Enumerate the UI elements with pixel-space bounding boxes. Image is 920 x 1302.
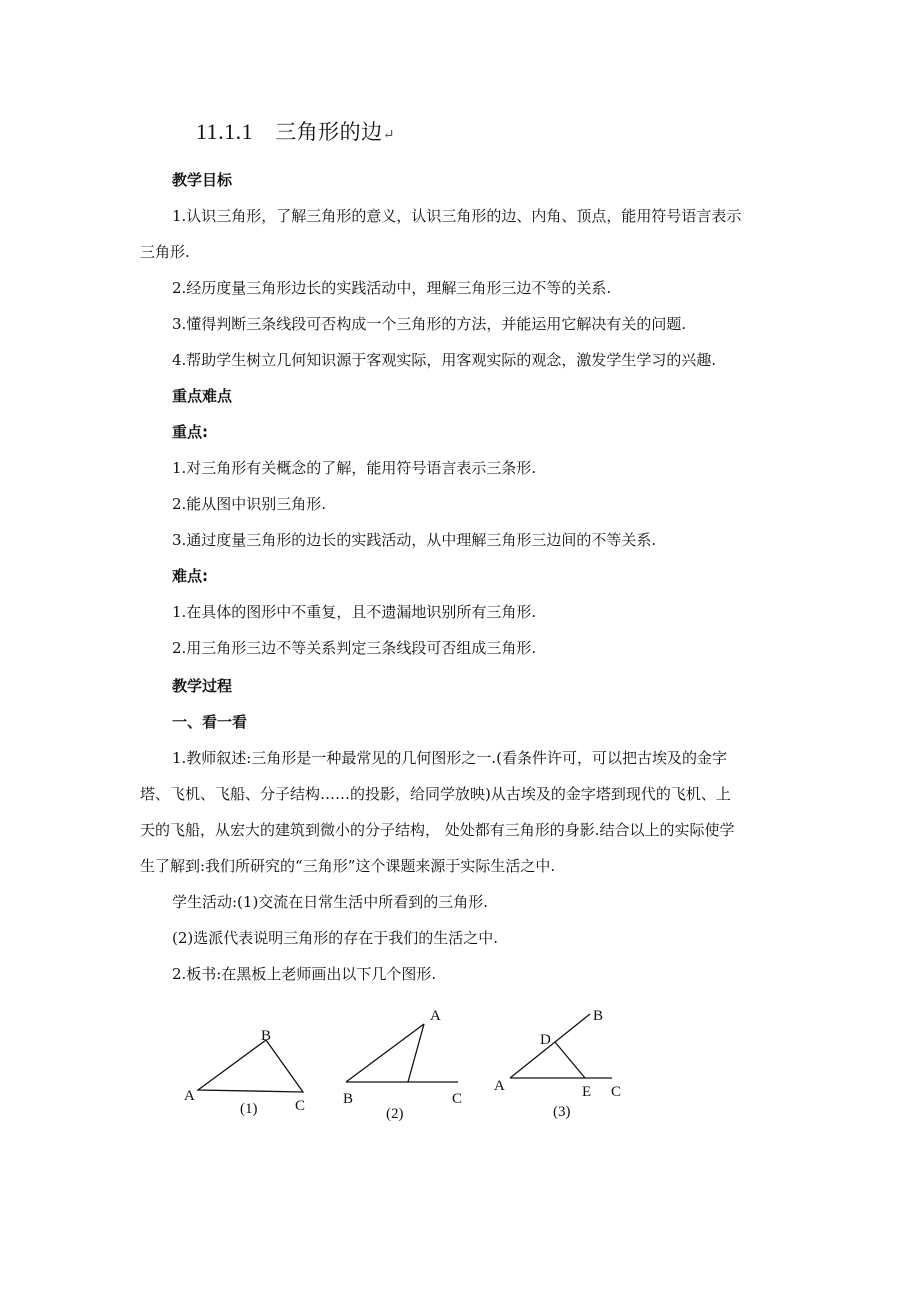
- figure-1-label-a: A: [184, 1088, 195, 1104]
- figure-2-side-a: [408, 1024, 424, 1082]
- goal-2: 2.经历度量三角形边长的实践活动中，理解三角形三边不等的关系.: [172, 279, 612, 297]
- paragraph-mark-icon: ↵: [382, 127, 395, 143]
- goal-3: 3.懂得判断三条线段可否构成一个三角形的方法，并能运用它解决有关的问题.: [172, 315, 687, 333]
- goals-heading: 教学目标: [172, 171, 233, 189]
- paragraph-1-line-1: 1.教师叙述:三角形是一种最常见的几何图形之一.(看条件许可，可以把古埃及的金字: [172, 749, 727, 767]
- figure-2-label-b: B: [343, 1091, 354, 1107]
- key-point-3: 3.通过度量三角形的边长的实践活动，从中理解三角形三边间的不等关系.: [172, 531, 657, 549]
- figure-3-label-e: E: [582, 1084, 592, 1100]
- student-activity-1: 学生活动:(1)交流在日常生活中所看到的三角形.: [172, 893, 489, 911]
- figure-2: [343, 1008, 462, 1122]
- look-heading: 一、看一看: [172, 713, 248, 731]
- title-text: 三角形的边: [275, 120, 383, 144]
- page-title: [196, 116, 395, 146]
- figure-2-label-c: C: [452, 1091, 463, 1107]
- difficulty-2: 2.用三角形三边不等关系判定三条线段可否组成三角形.: [172, 639, 537, 657]
- difficulty-1: 1.在具体的图形中不重复，且不遗漏地识别所有三角形.: [172, 603, 537, 621]
- student-activity-2: (2)选派代表说明三角形的存在于我们的生活之中.: [172, 929, 499, 947]
- figure-1: [184, 1028, 305, 1117]
- figure-1-triangle: [198, 1040, 303, 1092]
- figure-1-caption: (1): [240, 1101, 258, 1117]
- figure-3-label-a: A: [494, 1078, 505, 1094]
- blackboard-note: 2.板书:在黑板上老师画出以下几个图形.: [172, 965, 437, 983]
- goal-1-line-2: 三角形.: [140, 243, 190, 261]
- figure-3-caption: (3): [553, 1104, 571, 1120]
- figure-2-side-ba: [346, 1024, 424, 1082]
- goal-4: 4.帮助学生树立几何知识源于客观实际，用客观实际的观念，激发学生学习的兴趣.: [172, 351, 717, 369]
- figure-1-label-b: B: [261, 1028, 272, 1044]
- difficulty-label: 难点:: [172, 567, 208, 585]
- goal-1-line-1: 1.认识三角形，了解三角形的意义，认识三角形的边、内角、顶点，能用符号语言表示: [172, 207, 742, 225]
- figure-2-label-a: A: [430, 1008, 441, 1024]
- figure-1-label-c: C: [295, 1098, 306, 1114]
- paragraph-1-line-3: 天的飞船，从宏大的建筑到微小的分子结构， 处处都有三角形的身影.结合以上的实际使学: [140, 821, 735, 839]
- figure-3: [494, 1008, 621, 1120]
- figure-3-segment-de: [555, 1042, 585, 1078]
- key-point-2: 2.能从图中识别三角形.: [172, 495, 327, 513]
- figure-3-label-c: C: [611, 1084, 622, 1100]
- figure-3-label-d: D: [540, 1032, 551, 1048]
- figure-3-label-b: B: [593, 1008, 604, 1024]
- triangle-figures: [170, 1000, 670, 1130]
- paragraph-1-line-4: 生了解到:我们所研究的“三角形”这个课题来源于实际生活之中.: [140, 857, 556, 875]
- paragraph-1-line-2: 塔、飞机、飞船、分子结构……的投影，给同学放映)从古埃及的金字塔到现代的飞机、上: [140, 785, 731, 803]
- section-number: 11.1.1: [196, 119, 254, 144]
- key-points-label: 重点:: [172, 423, 208, 441]
- process-heading: 教学过程: [172, 677, 233, 695]
- key-point-1: 1.对三角形有关概念的了解，能用符号语言表示三条形.: [172, 459, 537, 477]
- figure-2-caption: (2): [386, 1106, 404, 1122]
- key-difficulty-heading: 重点难点: [172, 387, 233, 405]
